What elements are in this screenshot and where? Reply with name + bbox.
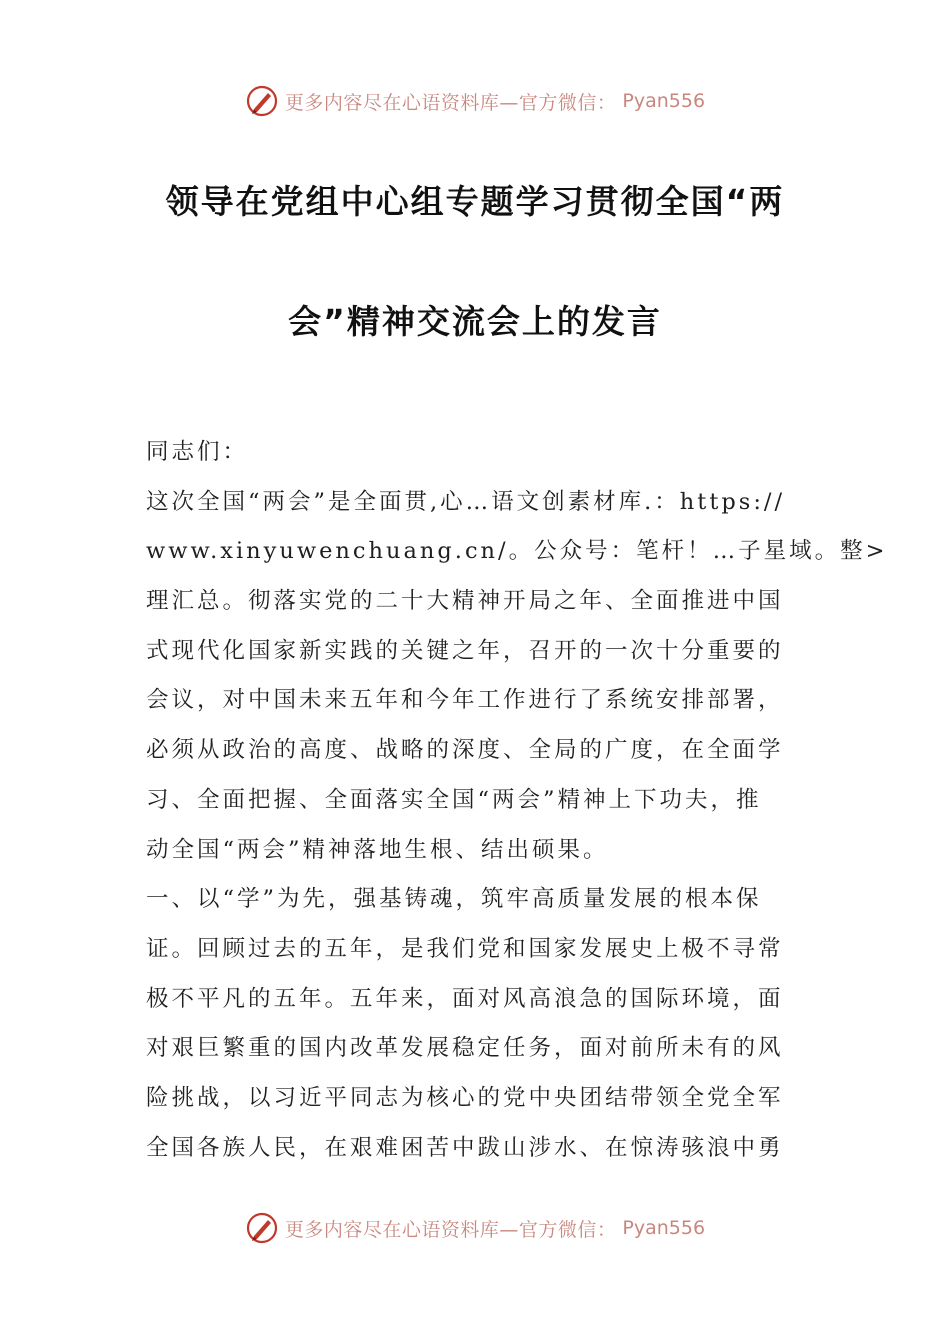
pen-circle-icon [245, 84, 279, 118]
watermark-id: Pyan556 [622, 90, 706, 112]
body-line: 理汇总。彻落实党的二十大精神开局之年、全面推进中国 [146, 588, 784, 615]
body-line: 一、以“学”为先，强基铸魂，筑牢高质量发展的根本保 [146, 886, 762, 913]
pen-circle-icon [245, 1211, 279, 1245]
body-line: 必须从政治的高度、战略的深度、全局的广度，在全面学 [146, 737, 784, 764]
body-line: 习、全面把握、全面落实全国“两会”精神上下功夫，推 [146, 786, 762, 813]
footer-watermark [0, 1211, 950, 1245]
document-title-line-2: 会”精神交流会上的发言 [288, 302, 662, 341]
body-line: 同志们： [146, 439, 249, 465]
body-line: 证。回顾过去的五年，是我们党和国家发展史上极不寻常 [146, 935, 784, 962]
body-line: 全国各族人民，在艰难困苦中跋山涉水、在惊涛骇浪中勇 [146, 1134, 784, 1161]
body-line: 险挑战，以习近平同志为核心的党中央团结带领全党全军 [146, 1084, 784, 1111]
body-line: 动全国“两会”精神落地生根、结出硕果。 [146, 836, 609, 863]
body-line: 这次全国“两会”是全面贯,心…语文创素材库.：https:// [146, 488, 786, 515]
body-line: 对艰巨繁重的国内改革发展稳定任务，面对前所未有的风 [146, 1035, 784, 1062]
body-line: 极不平凡的五年。五年来，面对风高浪急的国际环境，面 [146, 985, 784, 1012]
watermark-id: Pyan556 [622, 1217, 706, 1239]
watermark-text: 更多内容尽在心语资料库—官方微信： [284, 91, 617, 114]
header-watermark [0, 84, 950, 118]
body-line: 式现代化国家新实践的关键之年，召开的一次十分重要的 [146, 637, 784, 664]
body-line: www.xinyuwenchuang.cn/。公众号：笔杆！…子星域。整> [146, 538, 888, 565]
document-title-line-1: 领导在党组中心组专题学习贯彻全国“两 [165, 182, 785, 221]
body-line: 会议，对中国未来五年和今年工作进行了系统安排部署， [146, 687, 784, 714]
document-body [146, 428, 888, 1173]
watermark-text: 更多内容尽在心语资料库—官方微信： [284, 1218, 617, 1241]
